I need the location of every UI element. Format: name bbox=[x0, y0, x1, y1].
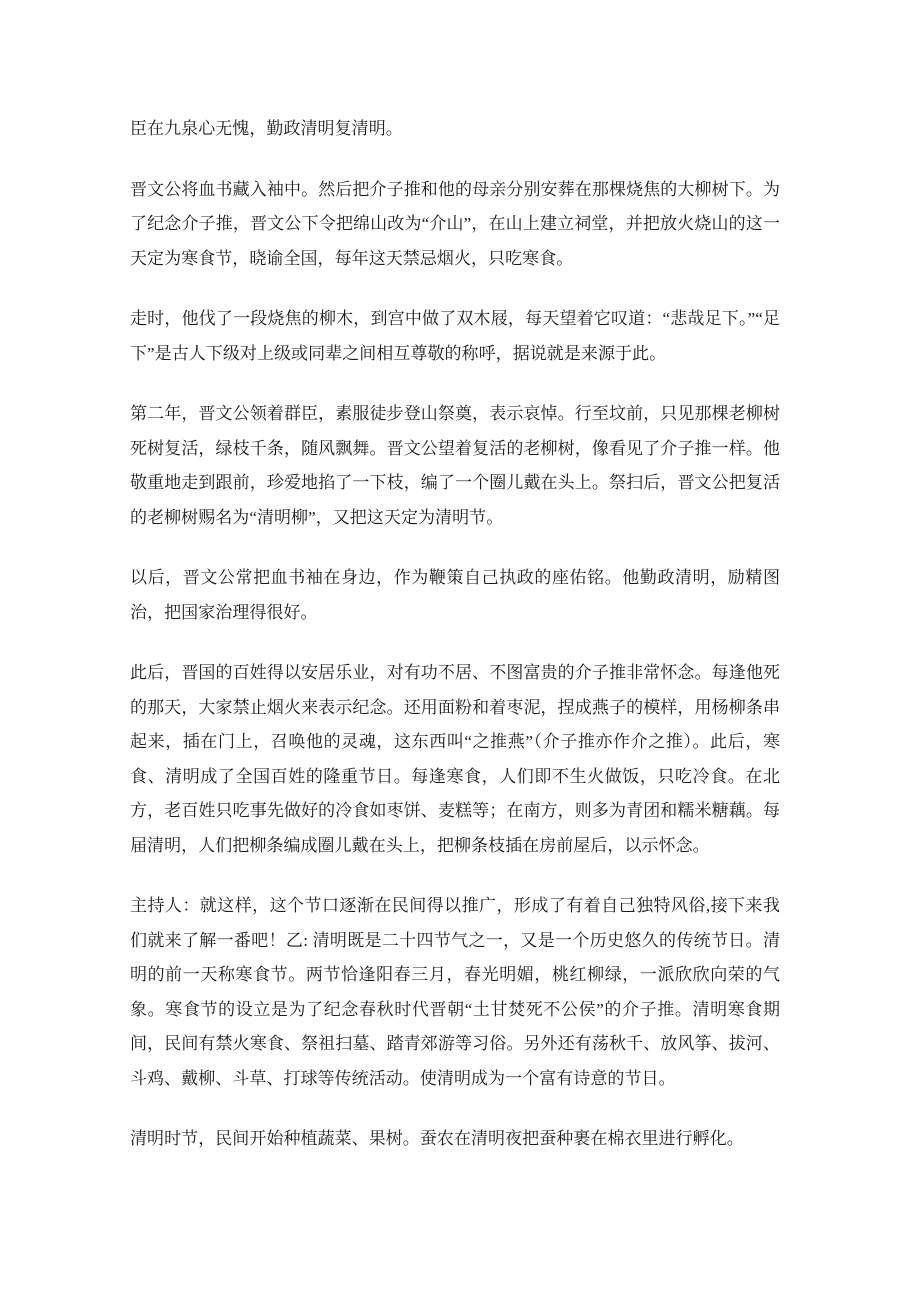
paragraph: 第二年，晋文公领着群臣，素服徒步登山祭奠，表示哀悼。行至坟前，只见那棵老柳树死树复活，绿枝千条，随风飘舞。晋文公望着复活的老柳树，像看见了介子推一样。他敬重地走到跟前，珍爱地掐了一下枝，编了一个圈儿戴在头上。祭扫后，晋文公把复活的老柳树赐名为“清明柳”，又把这天定为清明节。 bbox=[130, 404, 780, 527]
paragraph: 晋文公将血书藏入袖中。然后把介子推和他的母亲分别安葬在那棵烧焦的大柳树下。为了纪念介子推，晋文公下令把绵山改为“介山”，在山上建立祠堂，并把放火烧山的这一天定为寒食节，晓谕全国，每年这天禁忌烟火，只吃寒食。 bbox=[130, 179, 780, 268]
paragraph: 主持人：就这样，这个节口逐渐在民间得以推广，形成了有着自己独特风俗,接下来我们就来了解一番吧！乙: 清明既是二十四节气之一，又是一个历史悠久的传统节日。清明的前一天称寒食节。两节恰逢阳春三月，春光明媚，桃红柳绿，一派欣欣向荣的气象。寒食节的设立是为了纪念春秋时代晋朝“土甘焚死不公侯”的介子推。清明寒食期间，民间有禁火寒食、祭祖扫墓、踏青郊游等习俗。另外还有荡秋千、放风筝、拔河、斗鸡、戴柳、斗草、打球等传统活动。使清明成为一个富有诗意的节日。 bbox=[130, 896, 780, 1088]
paragraph: 走时，他伐了一段烧焦的柳木，到宫中做了双木屐，每天望着它叹道：“悲哉足下。”“足下”是古人下级对上级或同辈之间相互尊敬的称呼，据说就是来源于此。 bbox=[130, 309, 780, 363]
paragraph: 清明时节，民间开始种植蔬菜、果树。蚕农在清明夜把蚕种裹在棉衣里进行孵化。 bbox=[130, 1129, 744, 1148]
paragraph: 臣在九泉心无愧，勤政清明复清明。 bbox=[130, 119, 403, 138]
paragraph: 此后，晋国的百姓得以安居乐业，对有功不居、不图富贵的介子推非常怀念。每逢他死的那天，大家禁止烟火来表示纪念。还用面粉和着枣泥，捏成燕子的模样，用杨柳条串起来，插在门上，召唤他的灵魂，这东西叫“之推燕”（介子推亦作介之推）。此后，寒食、清明成了全国百姓的隆重节日。每逢寒食，人们即不生火做饭，只吃冷食。在北方，老百姓只吃事先做好的冷食如枣饼、麦糕等；在南方，则多为青团和糯米糖藕。每届清明，人们把柳条编成圈儿戴在头上，把柳条枝插在房前屋后，以示怀念。 bbox=[130, 663, 780, 855]
paragraph: 以后，晋文公常把血书袖在身边，作为鞭策自己执政的座佑铭。他勤政清明，励精图治，把国家治理得很好。 bbox=[130, 568, 780, 622]
